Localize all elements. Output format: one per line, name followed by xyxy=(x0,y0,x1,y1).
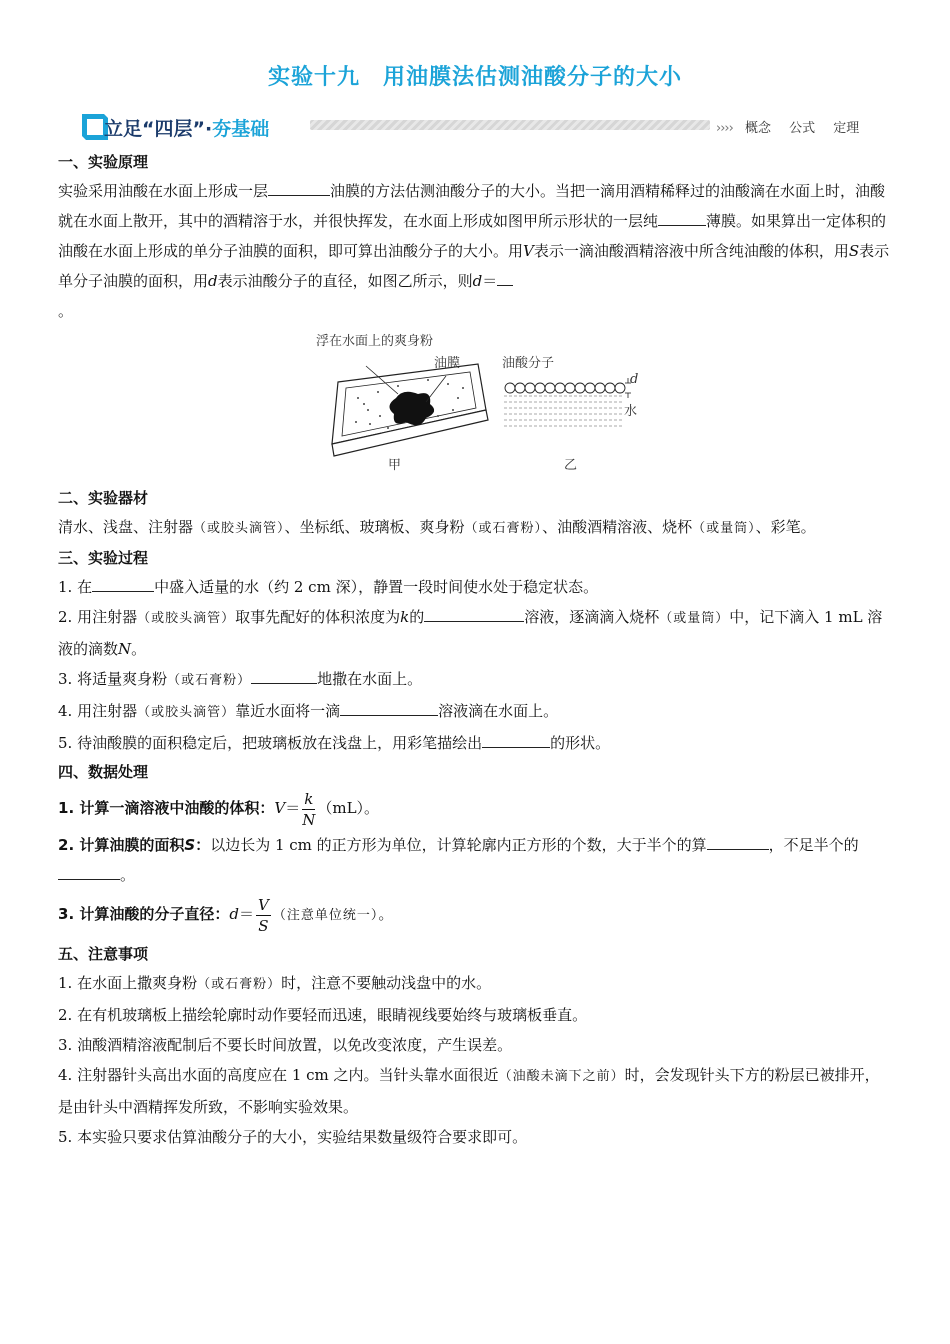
text: 的 xyxy=(409,608,425,626)
text: 溶液滴在水面上。 xyxy=(438,702,559,720)
procedure-step-4 xyxy=(58,696,890,728)
figure-b-d-label: d xyxy=(630,372,639,387)
answer-blank xyxy=(92,573,154,592)
text: （或胶头滴管） xyxy=(193,521,285,536)
text: 实验采用油酸在水面上形成一层 xyxy=(58,182,269,200)
text: 中盛入适量的水（约 2 cm 深），静置一段时间使水处于稳定状态。 xyxy=(154,578,599,596)
text: ＝ xyxy=(482,272,498,290)
principle-paragraph xyxy=(58,176,890,326)
text: 中，记下滴入 1 mL 溶液的滴数 xyxy=(58,608,883,658)
data-step-1 xyxy=(58,786,890,830)
text: ，不足半个的 xyxy=(768,836,859,854)
figure-b-water-label: 水 xyxy=(624,404,638,419)
symbol-n: N xyxy=(118,640,132,658)
text: 、彩笔。 xyxy=(755,518,816,536)
text: 表示一滴油酸酒精溶液中所含纯油酸的体积，用 xyxy=(533,242,849,260)
banner-title-main: 立足“四层”· xyxy=(104,118,213,140)
note-2: 2. 在有机玻璃板上描绘轮廓时动作要轻而迅速，眼睛视线要始终与玻璃板垂直。 xyxy=(58,1006,588,1024)
note-1 xyxy=(58,968,890,1000)
answer-blank xyxy=(58,861,120,880)
text: . 计算油酸的分子直径： xyxy=(68,905,230,923)
banner-title xyxy=(104,114,269,141)
text: 取事先配好的体积浓度为 xyxy=(235,608,401,626)
heading-equipment: 二、实验器材 xyxy=(58,489,149,507)
text: 2. 用注射器 xyxy=(58,608,138,626)
symbol-s: S xyxy=(184,836,196,854)
text: . 计算一滴溶液中油酸的体积： xyxy=(68,799,275,817)
figure-a-tray xyxy=(308,358,508,458)
tag-theorem: 定理 xyxy=(833,121,860,136)
text: 。 xyxy=(131,640,147,658)
note-4 xyxy=(58,1060,890,1122)
answer-blank xyxy=(251,665,317,684)
text: 4. 注射器针头高出水面的高度应在 1 cm 之内。当针头靠水面很近 xyxy=(58,1066,499,1084)
text: ： xyxy=(195,836,211,854)
text: 时，会发现针头下方的粉层已被排开，是由针头中酒精挥发所致，不影响实验效果。 xyxy=(58,1066,880,1116)
heading-notes: 五、注意事项 xyxy=(58,945,149,963)
text: 3 xyxy=(58,905,69,923)
text: 1. 在 xyxy=(58,578,93,596)
denominator: N xyxy=(302,810,316,829)
text: （油酸未滴下之前） xyxy=(498,1069,625,1084)
text: 薄膜。如果算出一定体积的油酸在水面上形成的单分子油膜的面积，即可算出油酸分子的大小。用 xyxy=(58,212,887,260)
data-step-3 xyxy=(58,890,890,940)
heading-data: 四、数据处理 xyxy=(58,763,149,781)
text: 。 xyxy=(58,302,74,320)
denominator: S xyxy=(258,916,269,935)
symbol-v: V xyxy=(274,799,286,817)
symbol-v: V xyxy=(523,242,534,260)
text: 的形状。 xyxy=(550,734,611,752)
figure-a-caption: 甲 xyxy=(388,458,402,473)
text: . 计算油膜的面积 xyxy=(68,836,185,854)
text: （mL）。 xyxy=(317,799,380,817)
procedure-step-1 xyxy=(58,572,890,602)
text: 靠近水面将一滴 xyxy=(235,702,341,720)
fraction-k-over-n xyxy=(302,789,315,830)
text: （或量筒） xyxy=(692,521,756,536)
answer-blank xyxy=(482,729,550,748)
banner-tags xyxy=(716,117,859,136)
text: （或胶头滴管） xyxy=(137,705,236,720)
heading-principle: 一、实验原理 xyxy=(58,153,149,171)
note-3: 3. 油酸酒精溶液配制后不要长时间放置，以免改变浓度，产生误差。 xyxy=(58,1036,513,1054)
equipment-paragraph xyxy=(58,512,890,544)
text: 3. 将适量爽身粉 xyxy=(58,670,168,688)
data-step-2 xyxy=(58,830,890,890)
text: 表示单分子油膜的面积，用 xyxy=(58,242,890,290)
text: 清水、浅盘、注射器 xyxy=(58,518,194,536)
figure-b-caption: 乙 xyxy=(564,458,578,473)
heading-procedure: 三、实验过程 xyxy=(58,549,149,567)
page-title: 实验十九 用油膜法估测油酸分子的大小 xyxy=(267,65,682,90)
numerator: k xyxy=(302,789,315,810)
banner-bar xyxy=(310,120,710,130)
text: 表示油酸分子的直径，如图乙所示，则 xyxy=(217,272,473,290)
answer-blank xyxy=(707,831,769,850)
text: 溶液，逐滴滴入烧杯 xyxy=(524,608,660,626)
symbol-d: d xyxy=(472,272,483,290)
text: （注意单位统一） xyxy=(272,908,379,923)
answer-blank xyxy=(340,697,438,716)
text: 4. 用注射器 xyxy=(58,702,138,720)
figure-b-molecule-label: 油酸分子 xyxy=(502,356,555,371)
text: （或量筒） xyxy=(659,611,730,626)
answer-blank xyxy=(497,267,513,286)
answer-blank xyxy=(424,603,524,622)
text: 、坐标纸、玻璃板、爽身粉 xyxy=(284,518,465,536)
tag-concept: 概念 xyxy=(744,121,771,136)
text: 。 xyxy=(120,866,136,884)
text: （或胶头滴管） xyxy=(137,611,236,626)
section-banner xyxy=(78,108,888,144)
symbol-k: k xyxy=(400,608,410,626)
banner-title-accent: 夯基础 xyxy=(212,118,270,140)
figure-a-film-label: 油膜 xyxy=(434,356,461,371)
figures xyxy=(58,332,890,480)
fraction-v-over-s xyxy=(256,895,271,936)
text: 。 xyxy=(378,905,394,923)
procedure-step-3 xyxy=(58,664,890,696)
text: （或石膏粉） xyxy=(197,977,282,992)
text: ＝ xyxy=(238,905,254,923)
text: 以边长为 1 cm 的正方形为单位，计算轮廓内正方形的个数，大于半个的算 xyxy=(210,836,707,854)
symbol-s: S xyxy=(848,242,860,260)
document-body xyxy=(58,148,890,1152)
text: 1. 在水面上撒爽身粉 xyxy=(58,974,198,992)
symbol-d: d xyxy=(229,905,239,923)
numerator: V xyxy=(257,895,269,914)
answer-blank xyxy=(658,207,706,226)
text: （或石膏粉） xyxy=(167,673,252,688)
text: 油膜的方法估测油酸分子的大小。当把一滴用酒精稀释过的油酸滴在水面上时，油酸就在水面上散开，其中的酒精溶于水，并很快挥发，在水面上形成如图甲所示形状的一层纯 xyxy=(58,182,886,230)
text: （或石膏粉） xyxy=(464,521,543,536)
answer-blank xyxy=(268,177,330,196)
figure-a-top-label: 浮在水面上的爽身粉 xyxy=(316,334,434,349)
text: 时，注意不要触动浅盘中的水。 xyxy=(281,974,492,992)
chevrons-icon: ›››› xyxy=(716,121,733,136)
procedure-step-5 xyxy=(58,728,890,758)
tag-formula: 公式 xyxy=(789,121,816,136)
text: 5. 待油酸膜的面积稳定后，把玻璃板放在浅盘上，用彩笔描绘出 xyxy=(58,734,483,752)
text: 1 xyxy=(58,799,69,817)
figure-b-diagram xyxy=(504,378,644,442)
procedure-step-2 xyxy=(58,602,890,664)
symbol-d: d xyxy=(208,272,218,290)
note-5: 5. 本实验只要求估算油酸分子的大小，实验结果数量级符合要求即可。 xyxy=(58,1128,528,1146)
text: 地撒在水面上。 xyxy=(317,670,423,688)
text: 、油酸酒精溶液、烧杯 xyxy=(542,518,693,536)
text: ＝ xyxy=(285,799,301,817)
text: 2 xyxy=(58,836,69,854)
